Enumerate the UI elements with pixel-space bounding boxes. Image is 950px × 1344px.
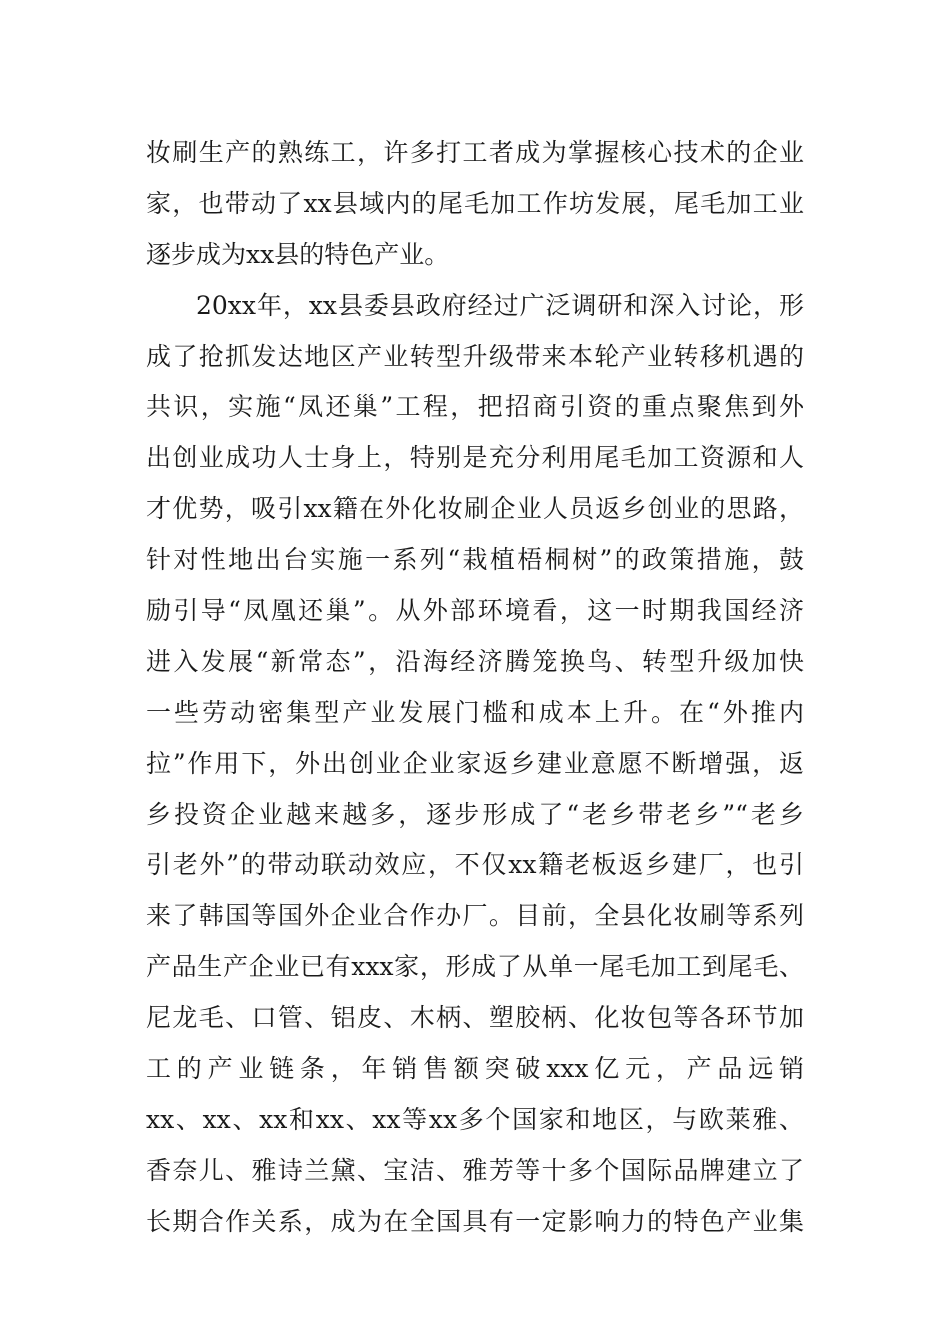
text-line: 工的产业链条，年销售额突破xxx亿元，产品远销 — [146, 1054, 804, 1084]
text-line: 尼龙毛、口管、铝皮、木柄、塑胶柄、化妆包等各环节加 — [146, 1003, 804, 1033]
text-line: 拉”作用下，外出创业企业家返乡建业意愿不断增强，返 — [146, 748, 804, 778]
text-line: 进入发展“新常态”，沿海经济腾笼换鸟、转型升级加快 — [146, 646, 804, 676]
text-line: 来了韩国等国外企业合作办厂。目前，全县化妆刷等系列 — [146, 901, 804, 931]
text-line: 家，也带动了xx县域内的尾毛加工作坊发展，尾毛加工业 — [146, 188, 804, 218]
text-line: 引老外”的带动联动效应，不仅xx籍老板返乡建厂，也引 — [146, 850, 804, 880]
text-line: 成了抢抓发达地区产业转型升级带来本轮产业转移机遇的 — [146, 341, 804, 371]
body-text — [146, 128, 804, 1248]
text-line: 一些劳动密集型产业发展门槛和成本上升。在“外推内 — [146, 697, 804, 727]
text-line: 产品生产企业已有xxx家，形成了从单一尾毛加工到尾毛、 — [146, 952, 804, 982]
text-line: xx、xx、xx和xx、xx等xx多个国家和地区，与欧莱雅、 — [146, 1104, 804, 1134]
text-line: 共识，实施“凤还巢”工程，把招商引资的重点聚焦到外 — [146, 392, 804, 422]
text-line: 20xx年，xx县委县政府经过广泛调研和深入讨论，形 — [196, 290, 804, 320]
text-line: 逐步成为xx县的特色产业。 — [146, 239, 450, 269]
text-line: 出创业成功人士身上，特别是充分利用尾毛加工资源和人 — [146, 443, 804, 473]
text-line: 针对性地出台实施一系列“栽植梧桐树”的政策措施，鼓 — [146, 545, 804, 575]
text-line: 才优势，吸引xx籍在外化妆刷企业人员返乡创业的思路， — [146, 494, 804, 524]
text-line: 香奈儿、雅诗兰黛、宝洁、雅芳等十多个国际品牌建立了 — [146, 1155, 804, 1185]
text-line: 妆刷生产的熟练工，许多打工者成为掌握核心技术的企业 — [146, 138, 804, 167]
text-line: 励引导“凤凰还巢”。从外部环境看，这一时期我国经济 — [146, 596, 804, 626]
text-line: 乡投资企业越来越多，逐步形成了“老乡带老乡”“老乡 — [146, 799, 804, 829]
text-line: 长期合作关系，成为在全国具有一定影响力的特色产业集 — [146, 1206, 804, 1236]
